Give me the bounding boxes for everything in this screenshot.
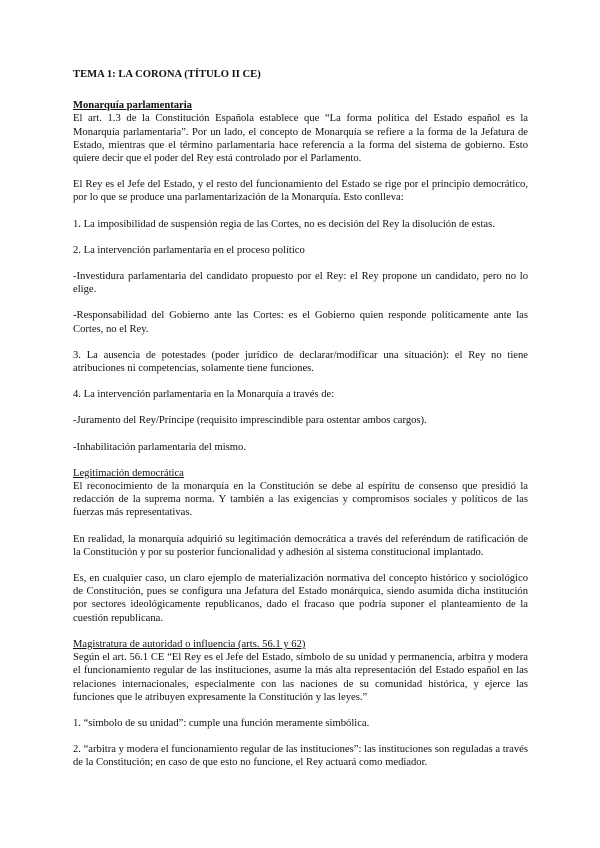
paragraph: 1. La imposibilidad de suspensión regia de las Cortes, no es decisión del Rey la disolución de estas. [73,218,495,230]
document-title: TEMA 1: LA CORONA (TÍTULO II CE) [73,69,261,80]
document-page [73,68,528,783]
paragraph: 3. La ausencia de potestades (poder jurídico de declarar/modificar una situación): el Rey no tiene atribuciones ni competencias, solamente tiene funciones. [73,349,528,375]
paragraph: 4. La intervención parlamentaria en la Monarquía a través de: [73,389,335,401]
paragraph: -Investidura parlamentaria del candidato propuesto por el Rey: el Rey propone un candidato, pero no lo elige. [73,271,528,296]
paragraph: Es, en cualquier caso, un claro ejemplo de materialización normativa del concepto histórico y sociológico de Constitución, pues se configura una Jefatura del Estado monárquica, siendo asumida dicha institución por sectores ideológicamente republicanos, dado el fracaso que podría suponer el planteamiento de la cuestión republicana. [73,573,528,624]
paragraph: -Responsabilidad del Gobierno ante las Cortes: es el Gobierno quien responde políticamente ante las Cortes, no el Rey. [73,310,528,335]
paragraph: El art. 1.3 de la Constitución Española establece que “La forma política del Estado español es la Monarquía parlamentaria”. Por un lado, el concepto de Monarquía se refiere a la forma de la Jefatura de Estado, mientras que el término parlamentaria hace referencia a la forma del sistema de gobierno. Esto quiere decir que el poder del Rey está controlado por el Parlamento. [73,113,528,165]
paragraph: -Juramento del Rey/Príncipe (requisito imprescindible para ostentar ambos cargos). [73,415,427,427]
section-heading: Legitimación democrática [73,467,184,479]
section-monarquia-parlamentaria [73,99,528,454]
paragraph: -Inhabilitación parlamentaria del mismo. [73,441,246,453]
section-legitimacion-democratica [73,467,528,625]
paragraph: Según el art. 56.1 CE “El Rey es el Jefe del Estado, símbolo de su unidad y permanencia, arbitra y modera el funcionamiento regular de las instituciones, asume la más alta representación del Estado español en las relaciones internacionales, especialmente con las naciones de su comunidad histórica, y ejerce las funciones que le atribuyen expresamente la Constitución y las leyes.” [73,652,528,703]
section-heading: Monarquía parlamentaria [73,100,192,112]
paragraph: 1. “símbolo de su unidad”: cumple una función meramente simbólica. [73,717,370,729]
section-heading: Magistratura de autoridad o influencia (arts. 56.1 y 62) [73,638,306,650]
paragraph: 2. La intervención parlamentaria en el proceso político [73,244,305,256]
paragraph: 2. “arbitra y modera el funcionamiento regular de las instituciones”: las instituciones son reguladas a través de la Constitución; en caso de que esto no funcione, el Rey actuará como mediador. [73,744,528,769]
paragraph: El reconocimiento de la monarquía en la Constitución se debe al espíritu de consenso que presidió la redacción de la suprema norma. Y también a las exigencias y compromisos sociales y políticos de las fuerzas más representativas. [73,481,528,519]
paragraph: El Rey es el Jefe del Estado, y el resto del funcionamiento del Estado se rige por el principio democrático, por lo que se produce una parlamentarización de la Monarquía. Esto conlleva: [73,179,528,204]
paragraph: En realidad, la monarquía adquirió su legitimación democrática a través del referéndum de ratificación de la Constitución y por su posterior funcionalidad y adhesión al sistema constitucional implantado. [73,533,528,558]
section-magistratura [73,638,528,770]
